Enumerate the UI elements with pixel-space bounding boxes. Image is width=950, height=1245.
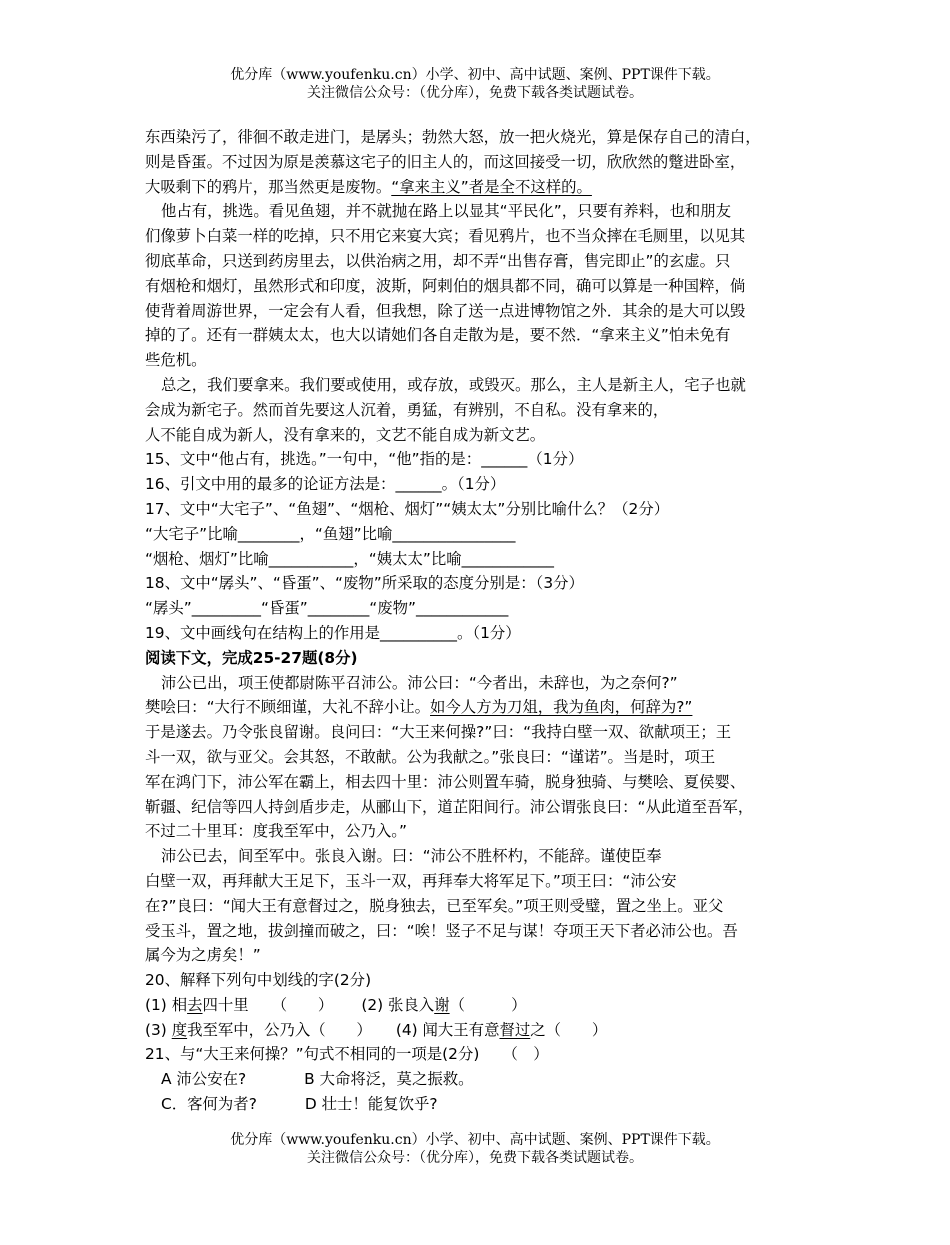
passage-line: 总之，我们要拿来。我们要或使用，或存放，或毁灭。那么，主人是新主人，宅子也就	[161, 375, 746, 394]
question-19: 19、文中画线句在结构上的作用是__________。（1分）	[145, 623, 521, 642]
passage-2	[145, 671, 825, 969]
questions-15-19	[145, 447, 825, 645]
option-c: C．客何为者?	[161, 1095, 257, 1114]
passage-line: 东西染污了，徘徊不敢走进门，是孱头；勃然大怒，放一把火烧光，算是保存自己的清白，	[145, 128, 761, 146]
passage-line: 斗一双，欲与亚父。会其怒，不敢献。公为我献之。”张良曰：“谨诺”。当是时，项王	[145, 747, 716, 766]
passage-line: 会成为新宅子。然而首先要这人沉着，勇猛，有辨别，不自私。没有拿来的，	[145, 400, 669, 419]
q20-item-1-prefix: (1) 相	[145, 995, 188, 1014]
passage-line: 人不能自成为新人，没有拿来的，文艺不能自成为新文艺。	[145, 425, 546, 444]
passage-line: 属今为之虏矣！”	[145, 946, 261, 965]
underlined-sentence: “拿来主义”者是全不这样的。	[391, 177, 592, 196]
section-2-title: 阅读下文，完成25-27题(8分)	[145, 648, 358, 667]
page-footer	[0, 1131, 950, 1167]
questions-20-21	[145, 968, 825, 1117]
q20-item-4-underlined: 督过	[499, 1020, 531, 1039]
footer-line-1: 优分库（www.youfenku.cn）小学、初中、高中试题、案例、PPT课件下载。	[230, 1132, 720, 1148]
question-15: 15、文中“他占有，挑选。”一句中，“他”指的是：______（1分）	[145, 450, 584, 469]
option-d: D 壮士！能复饮乎?	[304, 1095, 438, 1114]
passage-line: 有烟枪和烟灯，虽然形式和印度，波斯，阿剌伯的烟具都不同，确可以算是一种国粹，倘	[145, 276, 746, 295]
question-21-options-ab	[145, 1067, 825, 1092]
passage-text: 大吸剩下的鸦片，那当然更是废物。	[145, 177, 392, 196]
question-20: 20、解释下列句中划线的字(2分)	[145, 971, 372, 990]
question-20-items-3-4	[145, 1018, 825, 1043]
footer-line-2: 关注微信公众号：（优分库），免费下载各类试题试卷。	[307, 1150, 643, 1166]
q20-item-3-underlined: 度	[171, 1020, 188, 1039]
passage-line: 受玉斗，置之地，拔剑撞而破之，曰：“唉！竖子不足与谋！夺项王天下者必沛公也。吾	[145, 921, 738, 940]
passage-line	[145, 175, 825, 200]
q20-item-1-suffix: 四十里 （ ）	[202, 995, 334, 1014]
passage-line: 们像萝卜白菜一样的吃掉，只不用它来宴大宾；看见鸦片，也不当众摔在毛厕里，以见其	[145, 227, 746, 246]
header-line-2: 关注微信公众号：（优分库），免费下载各类试题试卷。	[307, 85, 643, 101]
question-17: 17、文中“大宅子”、“鱼翅”、“烟枪、烟灯”“姨太太”分别比喻什么？（2分）	[145, 499, 670, 518]
passage-1	[145, 125, 825, 447]
question-16: 16、引文中用的最多的论证方法是：______。（1分）	[145, 475, 506, 494]
passage-line: 白壁一双，再拜献大王足下，玉斗一双，再拜奉大将军足下。”项王曰：“沛公安	[145, 871, 677, 890]
passage-line: 使背着周游世界，一定会有人看，但我想，除了送一点进博物馆之外．其余的是大可以毁	[145, 301, 746, 320]
question-21-options-cd	[145, 1092, 825, 1117]
passage-line: 则是昏蛋。不过因为原是羡慕这宅子的旧主人的，而这回接受一切，欣欣然的蹩进卧室，	[145, 152, 746, 171]
q20-item-3-suffix: 我至军中，公乃入（ ）	[187, 1020, 372, 1039]
passage-line: 沛公已出，项王使都尉陈平召沛公。沛公曰：“今者出，未辞也，为之奈何?”	[161, 673, 678, 692]
q20-item-4-suffix: 之（ ）	[530, 1020, 608, 1039]
q20-item-3-prefix: (3)	[145, 1020, 172, 1039]
option-a: A 沛公安在?	[161, 1070, 247, 1089]
page-header	[0, 66, 950, 102]
passage-line: 在?”良曰：“闻大王有意督过之，脱身独去，已至军矣。”项王则受璧，置之坐上。亚父	[145, 896, 724, 915]
question-17-blanks-a: “大宅子”比喻________，“鱼翅”比喻________________	[145, 524, 516, 543]
q20-item-1-underlined: 去	[187, 995, 203, 1014]
question-21: 21、与“大王来何操？”句式不相同的一项是(2分) （ ）	[145, 1045, 549, 1064]
underlined-sentence: 如今人方为刀俎，我为鱼肉，何辞为?”	[430, 698, 693, 717]
passage-line: 彻底革命，只送到药房里去，以供治病之用，却不弄“出售存膏，售完即止”的玄虚。只	[145, 251, 731, 270]
q20-item-4-prefix: (4) 闻大王有意	[395, 1020, 500, 1039]
question-20-items-1-2	[145, 993, 825, 1018]
document-body	[145, 125, 825, 1117]
passage-line: 于是遂去。乃令张良留谢。良问曰：“大王来何操?”曰：“我持白壁一双、欲献项王；王	[145, 723, 732, 742]
q20-item-2-underlined: 谢	[434, 995, 450, 1014]
q20-item-2-prefix: (2) 张良入	[361, 995, 435, 1014]
passage-line: 军在鸿门下，沛公军在霸上，相去四十里：沛公则置车骑，脱身独骑、与樊哙、夏侯婴、	[145, 772, 746, 791]
passage-line	[145, 695, 825, 720]
passage-line: 沛公已去，间至军中。张良入谢。曰：“沛公不胜杯杓，不能辞。谨使臣奉	[161, 847, 662, 866]
passage-line: 靳疆、纪信等四人持剑盾步走，从郦山下，道芷阳间行。沛公谓张良曰：“从此道至吾军，	[145, 797, 754, 816]
q20-item-2-suffix: （ ）	[449, 995, 527, 1014]
passage-line: 不过二十里耳：度我至军中，公乃入。”	[145, 822, 407, 841]
passage-line: 掉的了。还有一群姨太太，也大以请她们各自走散为是，要不然．“拿来主义”怕未免有	[145, 326, 731, 345]
passage-text: 樊哙曰：“大行不顾细谨，大礼不辞小让。	[145, 698, 431, 717]
header-line-1: 优分库（www.youfenku.cn）小学、初中、高中试题、案例、PPT课件下载。	[230, 67, 720, 83]
option-b: B 大命将泛，莫之振救。	[304, 1070, 474, 1089]
question-18: 18、文中“孱头”、“昏蛋”、“废物”所采取的态度分别是：（3分）	[145, 574, 584, 593]
question-18-blanks: “孱头”_________“昏蛋”________“废物”____________	[145, 599, 509, 618]
passage-line: 些危机。	[145, 351, 207, 370]
passage-line: 他占有，挑选。看见鱼翅，并不就抛在路上以显其“平民化”，只要有养料，也和朋友	[161, 202, 732, 221]
question-17-blanks-b: “烟枪、烟灯”比喻___________，“姨太太”比喻____________	[145, 549, 554, 568]
